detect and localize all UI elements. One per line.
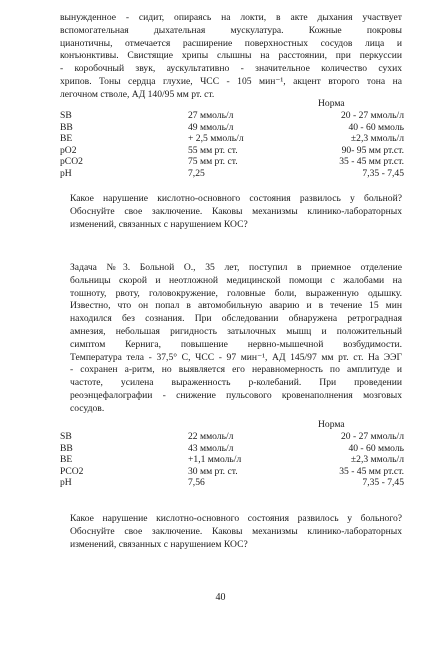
text-line: Задача №3. Больной О., 35 лет, поступил в приемное отделение [70,262,402,273]
param-cell: pO2 [60,144,77,156]
norm-cell: 40 - 60 ммоль [348,442,404,454]
lab-row [60,145,404,157]
text-line: Обоснуйте свое заключение. Каковы механизмы клинико-лабораторных [70,525,402,537]
norm-cell: 40 - 60 ммоль [348,121,404,133]
text-line: Какое нарушение кислотно-основного состояния развилось у больной? [70,193,402,204]
text-line: сосудов. [70,402,105,414]
value-cell: 75 мм рт. ст. [188,156,238,167]
lab-row [60,168,404,180]
norm-header-2: Норма [318,419,345,430]
lab-row [60,477,404,489]
param-cell: SB [60,110,72,121]
text-line: Температура тела - 37,5° С, ЧСС - 97 мин⁻¹, АД 145/97 мм рт. ст. На ЭЭГ [70,351,402,363]
text-line: реоэнцефалографии - снижение пульсового кровенаполнения мозговых [70,389,402,401]
text-line: изменений, связанных с нарушением КОС? [70,218,248,230]
value-cell: 7,25 [188,167,205,179]
text-line: легочном стволе, АД 140/95 мм рт. ст. [60,88,215,100]
text-line: Какое нарушение кислотно-основного состояния развилось у больного? [70,513,402,524]
value-cell: 7,56 [188,477,205,488]
norm-cell: ±2,3 ммоль/л [350,133,404,144]
text-line: цианотичны, отмечается расширение поверхностных сосудов лица и [60,37,402,49]
page-number: 40 [215,592,226,603]
value-cell: 43 ммоль/л [188,442,234,454]
text-line: - сохранен а-ритм, но выявляется его неравномерность по амплитуде и [70,364,402,376]
text-line: Известно, что он попал в автомобильную аварию и в течение 15 мин [70,300,402,312]
param-cell: pH [60,167,72,179]
text-line: частоте, усилена выраженность р-колебаний. При проведении [70,377,402,389]
case-description-paragraph [60,12,402,102]
value-cell: 27 ммоль/л [188,110,234,121]
text-line: - коробочный звук, аускультативно - значительное количество сухих [60,63,402,75]
lab-results-table-1 [60,110,404,179]
norm-cell: 20 - 27 ммоль/л [340,431,404,442]
param-cell: BB [60,121,73,133]
value-cell: + 2,5 ммоль/л [188,133,244,144]
value-cell: 49 ммоль/л [188,121,234,133]
norm-cell: 7,35 - 7,45 [362,477,404,488]
lab-row [60,443,404,455]
lab-row [60,466,404,478]
text-line: хрипов. Тоны сердца глухие, ЧСС - 105 мин⁻¹, акцент второго тона на [60,75,402,87]
norm-cell: 20 - 27 ммоль/л [340,110,404,121]
lab-row [60,156,404,168]
value-cell: 30 мм рт. ст. [188,465,238,477]
value-cell: +1,1 ммоль/л [188,454,242,465]
text-line: тошноту, рвоту, головокружение, головные боли, выраженную одышку. [70,287,402,299]
param-cell: BB [60,442,73,454]
param-cell: PCO2 [60,465,84,477]
norm-cell: 35 - 45 мм рт.ст. [339,156,404,167]
norm-cell: 35 - 45 мм рт.ст. [339,465,404,477]
param-cell: BE [60,133,73,144]
question-paragraph-1 [60,193,402,231]
text-line: находился без сознания. При обследовании обнаружена ретроградная [70,313,402,325]
norm-cell: ±2,3 ммоль/л [350,454,404,465]
lab-results-table-2 [60,431,404,489]
text-line: амнезия, небольшая ригидность затылочных мышц и положительный [70,325,402,337]
norm-header-1: Норма [318,98,345,109]
value-cell: 55 мм рт. ст. [188,144,238,156]
param-cell: pH [60,477,72,488]
question-paragraph-2 [60,513,402,551]
text-line: Обоснуйте свое заключение. Каковы механизмы клинико-лабораторных [70,205,402,217]
lab-row [60,454,404,466]
text-line: изменений, связанных с нарушением КОС? [70,538,248,550]
lab-row [60,431,404,443]
param-cell: BE [60,454,73,465]
lab-row [60,122,404,134]
task-3-paragraph [60,262,402,416]
lab-row [60,133,404,145]
value-cell: 22 ммоль/л [188,431,234,442]
norm-cell: 7,35 - 7,45 [362,167,404,179]
lab-row [60,110,404,122]
text-line: вспомогательная дыхательная мускулатура. Кожные покровы [60,24,402,36]
text-line: симптом Кернига, повышение нервно-мышечной возбудимости. [70,338,402,350]
text-line: вынужденное - сидит, опираясь на локти, в акте дыхания участвует [60,12,402,23]
param-cell: SB [60,431,72,442]
text-line: больницы скорой и неотложной медицинской помощи с жалобами на [70,274,402,286]
param-cell: pCO2 [60,156,83,167]
norm-cell: 90- 95 мм рт.ст. [341,144,404,156]
text-line: конъюнктивы. Свистящие хрипы слышны на расстоянии, при перкуссии [60,50,402,62]
